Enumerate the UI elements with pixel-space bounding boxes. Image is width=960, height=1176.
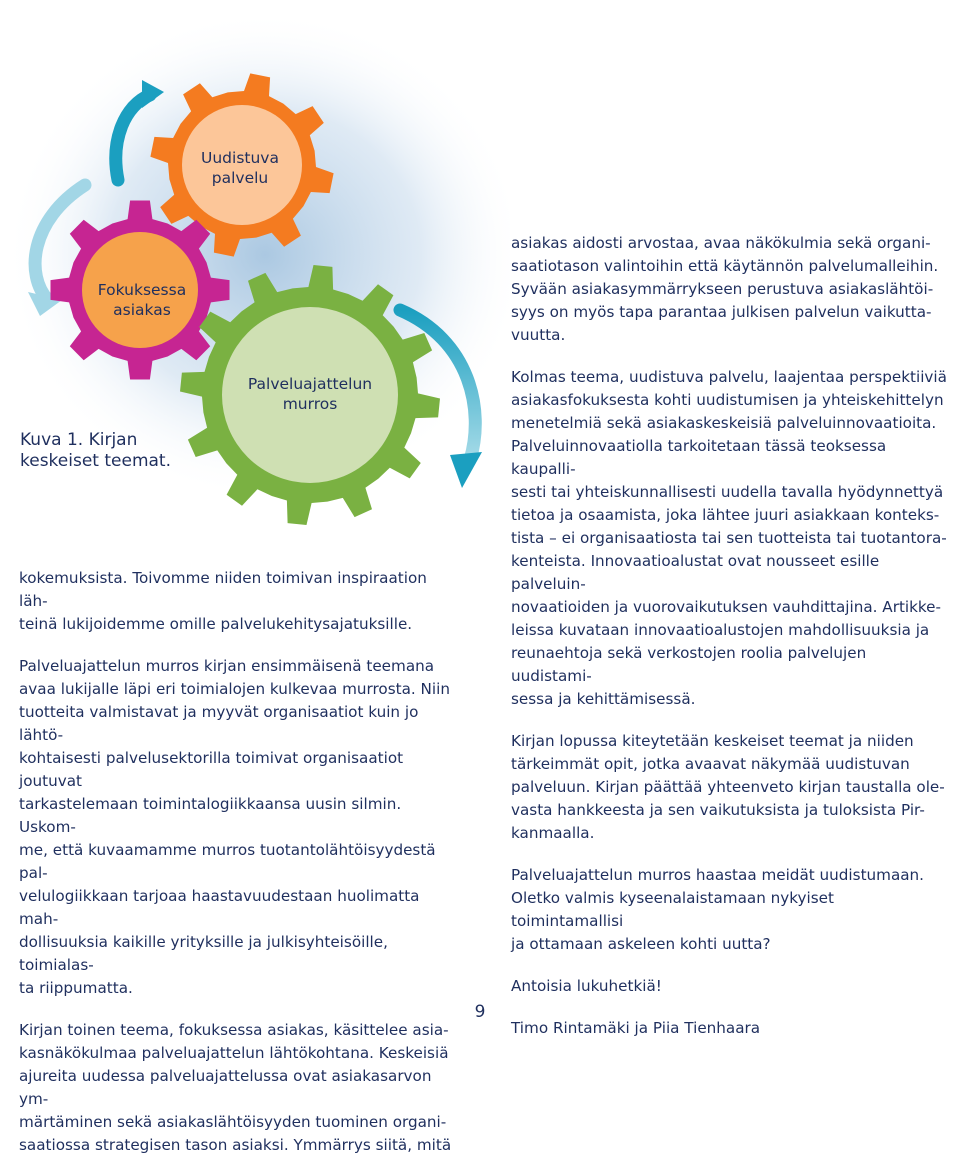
themes-figure	[0, 0, 510, 560]
right-column-text	[511, 366, 951, 1059]
figure-caption: Kuva 1. Kirjan keskeiset teemat.	[20, 430, 171, 471]
paragraph: Timo Rintamäki ja Piia Tienhaara	[511, 1019, 761, 1037]
right-column-top-text	[511, 232, 951, 366]
arrow-head-right-icon	[450, 452, 482, 488]
paragraph: Palveluajattelun murros kirjan ensimmäisenä teemana avaa lukijalle läpi eri toimialojen kulkevaa murrosta. Niin tuotteita valmistavat ja myyvät organisaatiot kuin jo lähtö- kohtaisesti palvelusektorilla toimivat organisaatiot joutuvat tarkastelemaan toimintalogiikkaansa uusin silmin. Uskom- me, että kuvaamamme murros tuotantolähtöisyydestä pal- velulogiikkaan tarjoaa haastavuudestaan huolimatta mah- dollisuuksia kaikille yrityksille ja julkisyhteisöille, toimialas- ta riippumatta.	[19, 657, 450, 997]
gears-diagram	[0, 0, 510, 560]
paragraph: Antoisia lukuhetkiä!	[511, 977, 662, 995]
page-number: 9	[474, 1002, 486, 1022]
paragraph: Kirjan toinen teema, fokuksessa asiakas, käsittelee asia- kasnäkökulmaa palveluajattelun lähtökohtana. Keskeisiä ajureita uudessa palveluajattelussa ovat asiakasarvon ym- märtäminen sekä asiakaslähtöisyyden tuominen organi- saatiossa strategisen tason asiaksi. Ymmärrys siitä, mitä	[19, 1021, 452, 1154]
paragraph: Palveluajattelun murros haastaa meidät uudistumaan. Oletko valmis kyseenalaistamaan nykyiset toimintamallisi ja ottamaan askeleen kohti uutta?	[511, 866, 925, 953]
left-column-text	[19, 567, 459, 1176]
gear-label-uudistuva-palvelu: Uudistuva palvelu	[201, 149, 279, 187]
paragraph: asiakas aidosti arvostaa, avaa näkökulmia sekä organi- saatiotason valintoihin että käytännön palvelumalleihin. Syvään asiakasymmärrykseen perustuva asiakaslähtöi- syys on myös tapa parantaa julkisen palvelun vaikutta- vuutta.	[511, 234, 939, 344]
gear-label-fokuksessa-asiakas: Fokuksessa asiakas	[97, 281, 187, 319]
paragraph: kokemuksista. Toivomme niiden toimivan inspiraation läh- teinä lukijoidemme omille palvelukehitysajatuksille.	[19, 569, 427, 633]
paragraph: Kolmas teema, uudistuva palvelu, laajentaa perspektiiviä asiakasfokuksesta kohti uudistumisen ja yhteiskehittelyn menetelmiä sekä asiakaskeskeisiä palveluinnovaatioita. Palveluinnovaatiolla tarkoitetaan tässä teoksessa kaupalli- sesti tai yhteiskunnallisesti uudella tavalla hyödynnettyä tietoa ja osaamista, joka lähtee juuri asiakkaan konteks- tista – ei organisaatiosta tai sen tuotteista tai tuotantora- kenteista. Innovaatioalustat ovat nousseet esille palveluin- novaatioiden ja vuorovaikutuksen vauhdittajina. Artikke- leissa kuvataan innovaatioalustojen mahdollisuuksia ja reunaehtoja sekä verkostojen roolia palvelujen uudistami- sessa ja kehittämisessä.	[511, 368, 947, 708]
gear-label-palveluajattelun-murros: Palveluajattelun murros	[247, 375, 373, 413]
paragraph: Kirjan lopussa kiteytetään keskeiset teemat ja niiden tärkeimmät opit, jotka avaavat näkymää uudistuvan palveluun. Kirjan päättää yhteenveto kirjan taustalla ole- vasta hankkeesta ja sen vaikutuksista ja tuloksista Pir- kanmaalla.	[511, 732, 945, 842]
